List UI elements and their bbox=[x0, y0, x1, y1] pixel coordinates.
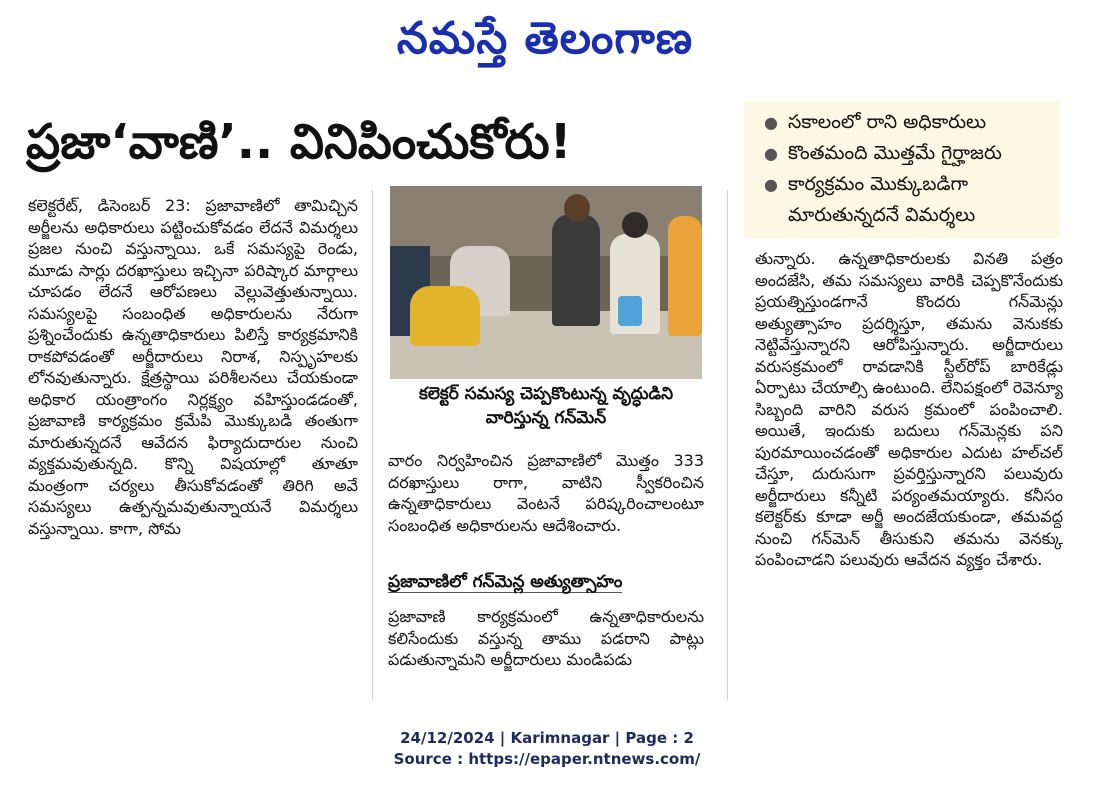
article-headline: ప్రజా‘వాణి’.. వినిపించుకోరు! bbox=[26, 114, 572, 170]
page-footer bbox=[300, 728, 794, 772]
highlight-item bbox=[758, 138, 1050, 169]
bullet-icon: ● bbox=[764, 113, 778, 132]
bullet-icon: ● bbox=[764, 144, 778, 163]
article-column-1: కలెక్టరేట్, డిసెంబర్ 23: ప్రజావాణిలో తామిచ్చిన అర్జీలను అధికారులు పట్టించుకోవడం లేదనే విమర్శలు ప్రజల నుంచి వస్తున్నాయి. ఒకే సమస్యపై రెండు, మూడు సార్లు దరఖాస్తులు ఇచ్చినా పరిష్కార మార్గాలు చూపడం లేదనే ఆరోపణలు వెల్లువెత్తుతున్నాయి. సమస్యలపై సంబంధిత అధికారులను నేరుగా ప్రశ్నించేందుకు ఉన్నతాధికారులు పిలిస్తే కార్యక్రమానికి రాకపోవడంతో అర్జీదారులు నిరాశ, నిస్పృహలకు లోనవుతున్నారు. క్షేత్రస్థాయి పరిశీలనలు చేయకుండా అధికార యంత్రాంగం నిర్లక్ష్యం వహిస్తుండడంతో, ప్రజావాణి కార్యక్రమం క్రమేపి మొక్కుబడి తంతుగా మారుతున్నదనే ఆవేదన ఫిర్యాదుదారుల నుంచి వ్యక్తమవుతున్నది. కొన్ని విషయాల్లో తూతూ మంత్రంగా చర్యలు తీసుకోవడంతో తిరిగి అవే సమస్యలు ఉత్పన్నమవుతున్నాయనే విమర్శలు వస్తున్నాయి. కాగా, సోమ bbox=[28, 196, 358, 538]
article-column-2-continued: ప్రజావాణి కార్యక్రమంలో ఉన్నతాధికారులను కలిసేందుకు వస్తున్న తాము పడరాని పాట్లు పడుతున్నామని అర్జీదారులు మండిపడు bbox=[388, 607, 704, 669]
article-column-2: వారం నిర్వహించిన ప్రజావాణిలో మొత్తం 333 దరఖాస్తులు రాగా, వాటిని స్వీకరించిన ఉన్నతాధికారులు వెంటనే పరిష్కరించాలంటూ సంబంధిత అధికారులను ఆదేశించారు. bbox=[388, 451, 704, 535]
article-photo bbox=[390, 186, 702, 379]
article-subheading bbox=[388, 568, 704, 596]
article-column-3: తున్నారు. ఉన్నతాధికారులకు వినతి పత్రం అందజేసి, తమ సమస్యలు వారికి చెప్పకొనేందుకు ప్రయత్నిస్తుండగానే కొందరు గన్‌మెన్లు అత్యుత్సాహం ప్రదర్శిస్తూ, తమను వెనుకకు నెట్టివేస్తున్నారని ఆరోపిస్తున్నారు. అర్జీదారులు వరుసక్రమంలో రావడానికి స్టీల్‌రోప్ బారికేడ్లు ఏర్పాటు చేయాల్సి ఉంటుంది. లేనిపక్షంలో రెవెన్యూ సిబ్బంది వారిని వరుస క్రమంలో పంపించాలి. అయితే, ఇందుకు బదులు గన్‌మెన్లకు పని పురమాయించడంతో అధికారుల ఎదుట హల్‌చల్ చేస్తూ, దురుసుగా ప్రవర్తిస్తున్నారని పలువురు అర్జీదారులు కన్నీటి పర్యంతమయ్యారు. కనీసం కలెక్టర్‌కు కూడా అర్జీ అందజేయకుండా, తమవద్ద నుంచి గన్‌మెన్ తీసుకుని తమను వెనక్కు పంపించాడని పలువురు ఆవేదన వ్యక్తం చేశారు. bbox=[755, 249, 1063, 569]
highlights-box bbox=[744, 101, 1060, 238]
highlight-item bbox=[758, 169, 1050, 231]
highlight-text: కార్యక్రమం మొక్కుబడిగా మారుతున్నదనే విమర్శలు bbox=[788, 173, 976, 226]
column-divider bbox=[372, 190, 373, 700]
highlight-item bbox=[758, 107, 1050, 138]
source-line: Source : https://epaper.ntnews.com/ bbox=[393, 750, 701, 768]
photo-caption: కలెక్టర్ సమస్య చెప్పకొంటున్న వృద్ధుడిని వారిస్తున్న గన్‌మెన్ bbox=[418, 384, 674, 428]
subheading-text: ప్రజావాణిలో గన్‌మెన్ల అత్యుత్సాహం bbox=[388, 572, 623, 592]
masthead-logo: నమస్తే తెలంగాణ bbox=[396, 13, 694, 64]
column-divider bbox=[727, 190, 728, 700]
highlight-text: సకాలంలో రాని అధికారులు bbox=[788, 111, 987, 133]
highlight-text: కొంతమంది మొత్తమే గైర్హాజరు bbox=[788, 142, 1002, 164]
edition-line: 24/12/2024 | Karimnagar | Page : 2 bbox=[400, 729, 694, 747]
bullet-icon: ● bbox=[764, 175, 778, 194]
